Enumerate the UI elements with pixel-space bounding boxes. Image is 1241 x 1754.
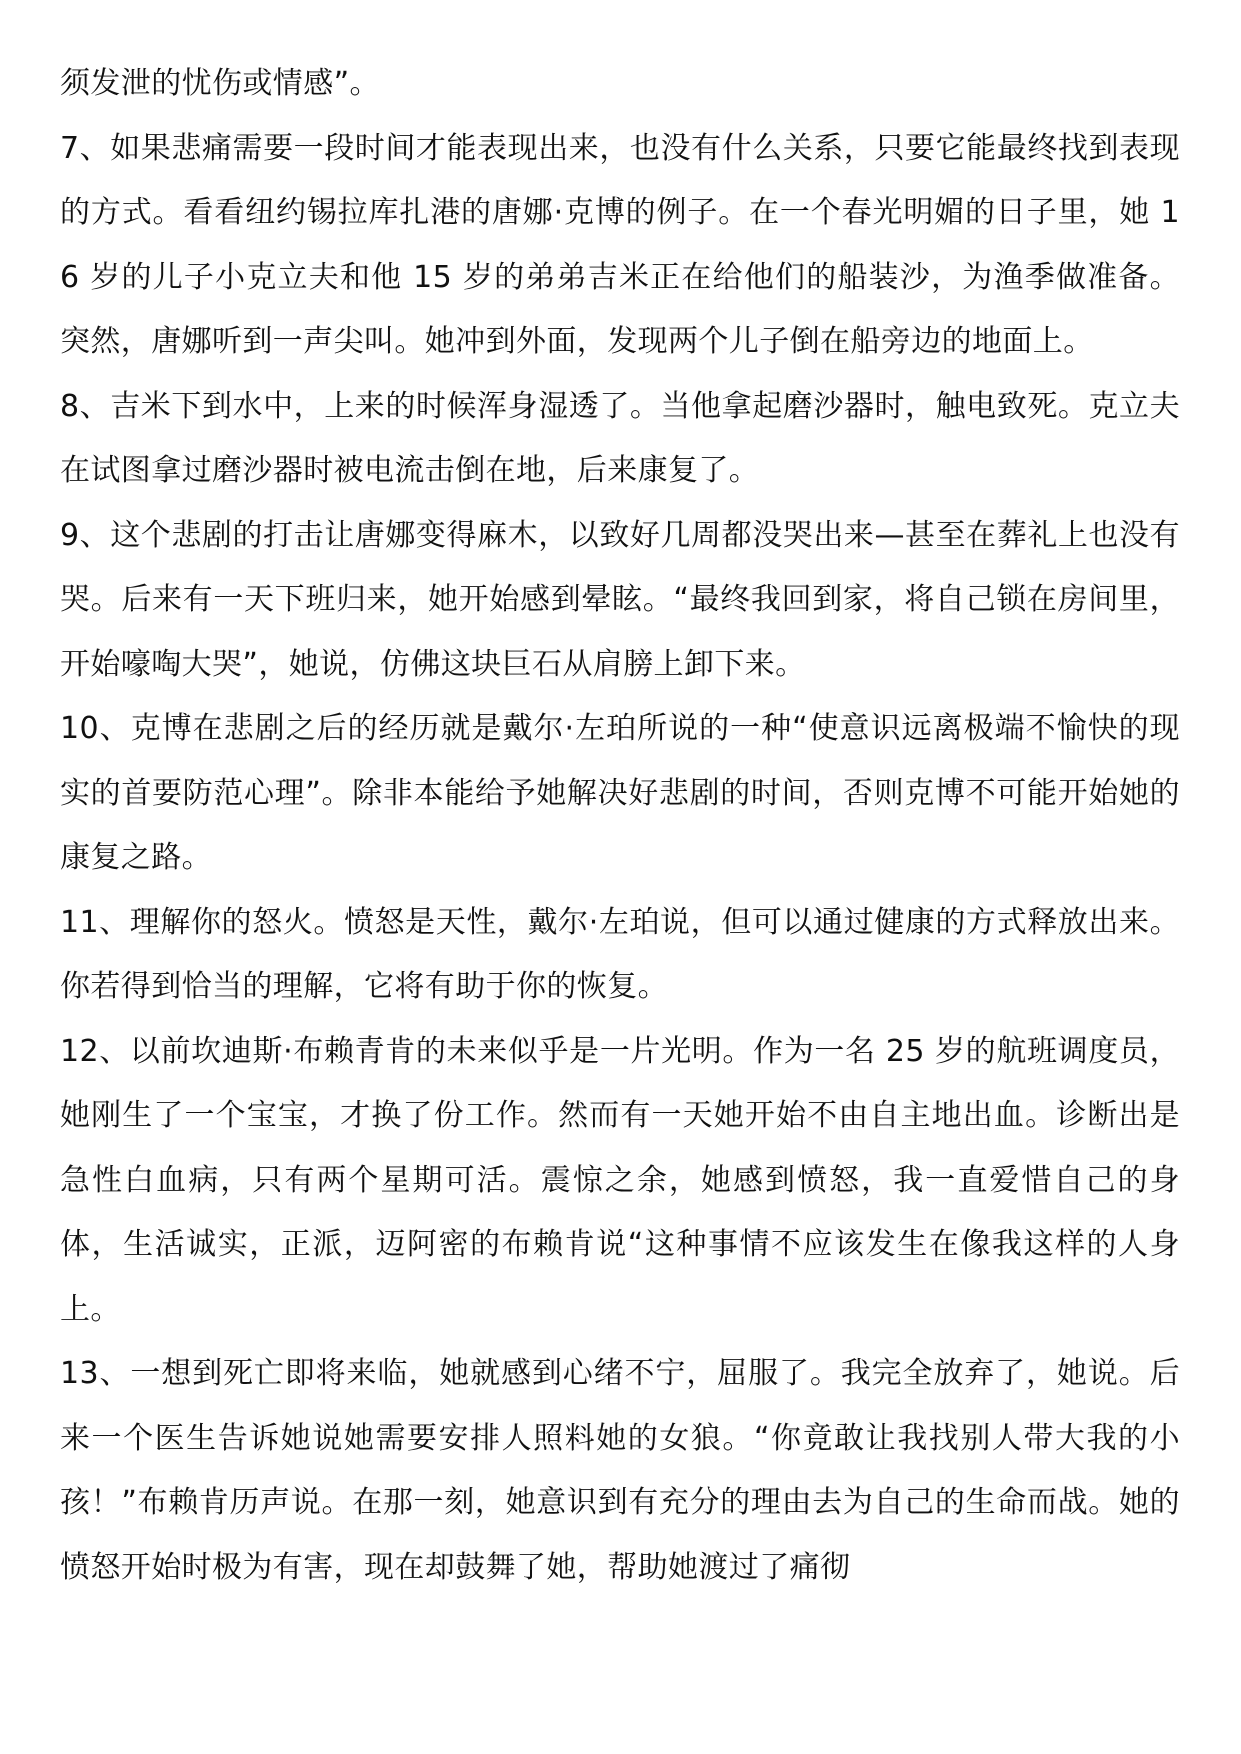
- paragraph-7: 7、如果悲痛需要一段时间才能表现出来，也没有什么关系，只要它能最终找到表现的方式。看看纽约锡拉库扎港的唐娜·克博的例子。在一个春光明媚的日子里，她 16 岁的儿子小克立夫和他 15 岁的弟弟吉米正在给他们的船装沙，为渔季做准备。突然，唐娜听到一声尖叫。她冲到外面，发现两个儿子倒在船旁边的地面上。: [60, 130, 1180, 359]
- paragraph-11: 11、理解你的怒火。愤怒是天性，戴尔·左珀说，但可以通过健康的方式释放出来。你若得到恰当的理解，它将有助于你的恢复。: [60, 904, 1180, 1004]
- paragraph-8: 8、吉米下到水中，上来的时候浑身湿透了。当他拿起磨沙器时，触电致死。克立夫在试图拿过磨沙器时被电流击倒在地，后来康复了。: [60, 388, 1180, 488]
- paragraph-9: 9、这个悲剧的打击让唐娜变得麻木，以致好几周都没哭出来—甚至在葬礼上也没有哭。后来有一天下班归来，她开始感到晕眩。“最终我回到家，将自己锁在房间里，开始嚎啕大哭”，她说，仿佛这块巨石从肩膀上卸下来。: [60, 517, 1180, 682]
- document-page: [60, 52, 1180, 1600]
- paragraph-continuation: 须发泄的忧伤或情感”。: [60, 66, 380, 101]
- paragraph-10: 10、克博在悲剧之后的经历就是戴尔·左珀所说的一种“使意识远离极端不愉快的现实的首要防范心理”。除非本能给予她解决好悲剧的时间，否则克博不可能开始她的康复之路。: [60, 711, 1180, 875]
- paragraph-13: 13、一想到死亡即将来临，她就感到心绪不宁，屈服了。我完全放弃了，她说。后来一个医生告诉她说她需要安排人照料她的女狼。“你竟敢让我找别人带大我的小孩！”布赖肯历声说。在那一刻，她意识到有充分的理由去为自己的生命而战。她的愤怒开始时极为有害，现在却鼓舞了她，帮助她渡过了痛彻: [60, 1356, 1180, 1585]
- paragraph-12: 12、以前坎迪斯·布赖青肯的未来似乎是一片光明。作为一名 25 岁的航班调度员，她刚生了一个宝宝，才换了份工作。然而有一天她开始不由自主地出血。诊断出是急性白血病，只有两个星期可活。震惊之余，她感到愤怒，我一直爱惜自己的身体，生活诚实，正派，迈阿密的布赖肯说“这种事情不应该发生在像我这样的人身上。: [60, 1033, 1180, 1327]
